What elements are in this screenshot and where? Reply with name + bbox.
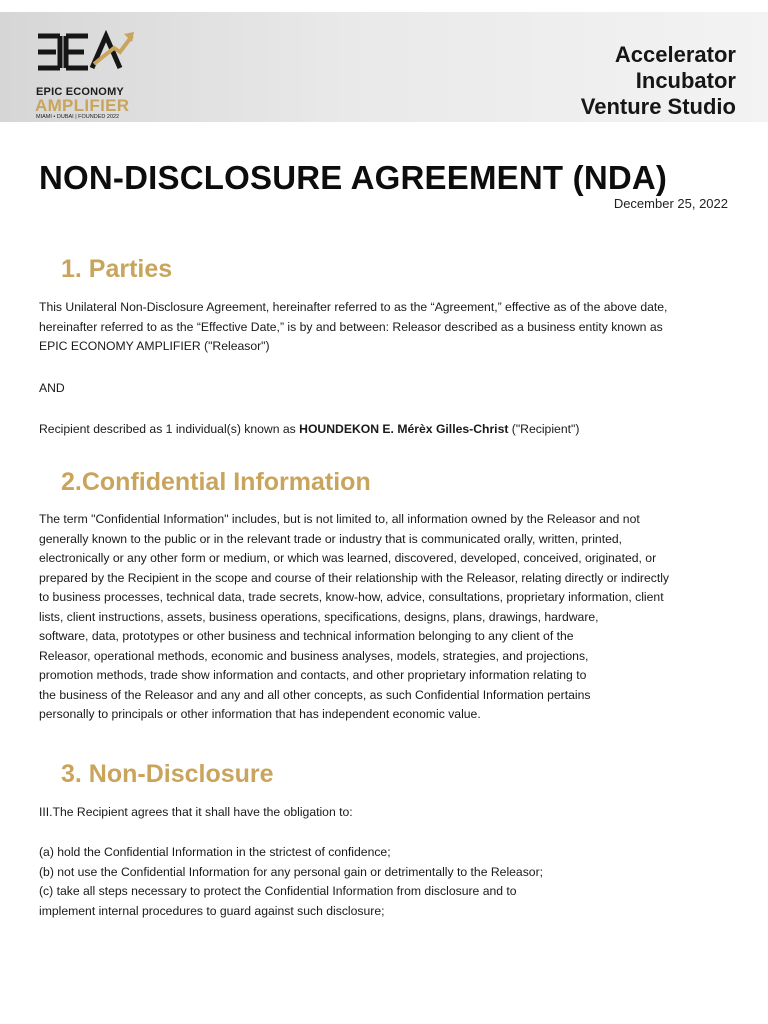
text-line: personally to principals or other information that has independent economic value. [39,707,481,721]
recipient-paragraph [39,420,739,440]
text-line: The term "Confidential Information" includes, but is not limited to, all information owned by the Releasor and not [39,512,640,526]
list-item: (a) hold the Confidential Information in the strictest of confidence; [39,845,391,859]
text-line: promotion methods, trade show information and contacts, and other proprietary information relating to [39,668,587,682]
text-line: AND [39,381,65,395]
text-line: lists, client instructions, assets, business operations, specifications, designs, plans, drawings, hardware, [39,609,599,624]
header-band [0,12,768,122]
recipient-suffix: ("Recipient") [508,422,580,436]
section-heading-confidential: 2.Confidential Information [61,468,371,496]
header-tagline [581,42,736,120]
text-line: This Unilateral Non-Disclosure Agreement, hereinafter referred to as the “Agreement,” effective as of the above date, [39,300,668,314]
list-item: (b) not use the Confidential Information for any personal gain or detrimentally to the Releasor; [39,864,544,879]
text-line: generally known to the public or in the relevant trade or industry that is communicated orally, written, printed, [39,531,623,546]
text-line: prepared by the Recipient in the scope and course of their relationship with the Releasor, relating directly or indirectly [39,570,670,585]
text-line: III.The Recipient agrees that it shall have the obligation to: [39,805,353,819]
nondisclosure-intro [39,803,739,823]
list-item: (c) take all steps necessary to protect the Confidential Information from disclosure and to [39,884,517,898]
text-line: software, data, prototypes or other business and technical information belonging to any client of the [39,629,574,643]
recipient-prefix: Recipient described as 1 individual(s) known as [39,422,300,436]
tagline-line: Venture Studio [580,94,736,119]
parties-paragraph [39,298,739,357]
list-item: implement internal procedures to guard against such disclosure; [39,903,385,918]
logo-name-line3: MIAMI • DUBAI | FOUNDED 2022 [36,114,120,120]
document-title: NON-DISCLOSURE AGREEMENT (NDA) [39,159,668,196]
recipient-name: HOUNDEKON E. Mérèx Gilles-Christ [299,422,509,436]
parties-and [39,379,739,399]
company-logo [34,30,144,126]
document-date: December 25, 2022 [613,196,728,211]
section-heading-parties: 1. Parties [61,255,173,283]
section-heading-nondisclosure: 3. Non-Disclosure [61,760,274,788]
text-line: the business of the Releasor and any and all other concepts, as such Confidential Information pertains [39,687,591,702]
nondisclosure-list [39,843,739,921]
text-line: EPIC ECONOMY AMPLIFIER ("Releasor") [39,339,270,353]
text-line: hereinafter referred to as the “Effective Date,” is by and between: Releasor described as a business entity known as [39,319,663,334]
tagline-line: Accelerator [614,42,736,67]
confidential-paragraph [39,510,739,725]
logo-name-line1: EPIC ECONOMY [36,86,124,98]
logo-mark-icon [34,30,134,86]
text-line [39,420,739,440]
text-line: Releasor, operational methods, economic and business analyses, models, strategies, and projections, [39,648,589,663]
text-line: electronically or any other form or medium, or which was learned, discovered, developed, conceived, originated, or [39,551,657,565]
tagline-line: Incubator [635,68,736,93]
text-line: to business processes, technical data, trade secrets, know-how, advice, consultations, proprietary information, client [39,590,664,604]
logo-name-line2: AMPLIFIER [35,96,130,115]
